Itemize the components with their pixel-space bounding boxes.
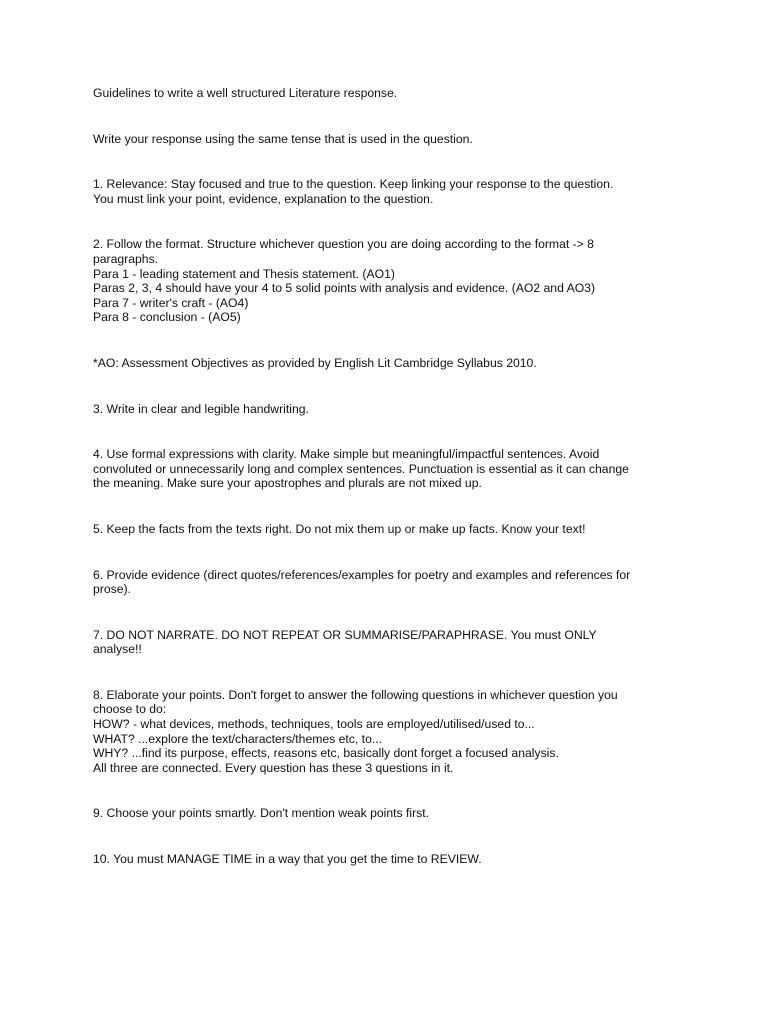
- guideline-line: 3. Write in clear and legible handwriting.: [93, 401, 309, 416]
- guideline-item-5: [93, 522, 693, 537]
- spacer: [93, 821, 693, 852]
- guideline-line: convoluted or unnecessarily long and complex sentences. Punctuation is essential as it can change: [93, 461, 629, 476]
- guideline-line: 7. DO NOT NARRATE. DO NOT REPEAT OR SUMMARISE/PARAPHRASE. You must ONLY: [93, 627, 597, 642]
- guideline-line: All three are connected. Every question has these 3 questions in it.: [93, 760, 454, 775]
- guideline-item-9: [93, 806, 693, 821]
- guideline-line: Para 1 - leading statement and Thesis statement. (AO1): [93, 266, 395, 281]
- document-title: Guidelines to write a well structured Literature response.: [93, 86, 398, 100]
- guideline-line: choose to do:: [93, 702, 167, 717]
- guideline-line: 1. Relevance: Stay focused and true to the question. Keep linking your response to the question.: [93, 177, 614, 192]
- guideline-line: Para 8 - conclusion - (AO5): [93, 310, 241, 325]
- guideline-line: 6. Provide evidence (direct quotes/references/examples for poetry and examples and references for: [93, 567, 631, 582]
- guideline-line: 4. Use formal expressions with clarity. Make simple but meaningful/impactful sentences. Avoid: [93, 447, 600, 462]
- guideline-line: the meaning. Make sure your apostrophes and plurals are not mixed up.: [93, 476, 482, 491]
- guideline-item-7: [93, 628, 693, 657]
- spacer: [93, 206, 693, 237]
- spacer: [93, 537, 693, 568]
- guideline-line: Paras 2, 3, 4 should have your 4 to 5 solid points with analysis and evidence. (AO2 and AO3): [93, 281, 596, 296]
- guideline-line: You must link your point, evidence, explanation to the question.: [93, 191, 434, 206]
- spacer: [93, 416, 693, 447]
- guideline-item-4: [93, 447, 693, 491]
- guideline-line: WHY? ...find its purpose, effects, reasons etc, basically dont forget a focused analysis.: [93, 746, 559, 761]
- spacer: [93, 775, 693, 806]
- spacer: [93, 146, 693, 177]
- guideline-item-3: [93, 402, 693, 417]
- guideline-item-2: [93, 237, 693, 325]
- guideline-line: 10. You must MANAGE TIME in a way that you get the time to REVIEW.: [93, 852, 482, 867]
- guideline-line: 5. Keep the facts from the texts right. Do not mix them up or make up facts. Know your text!: [93, 521, 586, 536]
- guideline-line: Para 7 - writer's craft - (AO4): [93, 295, 249, 310]
- intro-paragraph: Write your response using the same tense that is used in the question.: [93, 131, 473, 146]
- spacer: [93, 101, 693, 132]
- guideline-line: 2. Follow the format. Structure whichever question you are doing according to the format -> 8: [93, 237, 594, 252]
- guideline-line: prose).: [93, 582, 131, 597]
- guideline-line: paragraphs.: [93, 251, 159, 266]
- spacer: [93, 657, 693, 688]
- guideline-item-6: [93, 568, 693, 597]
- guideline-item-8: [93, 688, 693, 776]
- guideline-line: HOW? - what devices, methods, techniques, tools are employed/utilised/used to...: [93, 717, 535, 732]
- spacer: [93, 371, 693, 402]
- guideline-line: 9. Choose your points smartly. Don't mention weak points first.: [93, 806, 430, 821]
- spacer: [93, 325, 693, 356]
- spacer: [93, 597, 693, 628]
- assessment-objectives-note: [93, 356, 693, 371]
- guideline-line: 8. Elaborate your points. Don't forget to answer the following questions in whichever question you: [93, 687, 618, 702]
- guideline-line: *AO: Assessment Objectives as provided by English Lit Cambridge Syllabus 2010.: [93, 355, 537, 370]
- guideline-line: analyse!!: [93, 642, 142, 657]
- guideline-item-10: [93, 852, 693, 867]
- spacer: [93, 491, 693, 522]
- document-content: [93, 86, 693, 867]
- guideline-item-1: [93, 177, 693, 206]
- guideline-line: WHAT? ...explore the text/characters/themes etc, to...: [93, 731, 382, 746]
